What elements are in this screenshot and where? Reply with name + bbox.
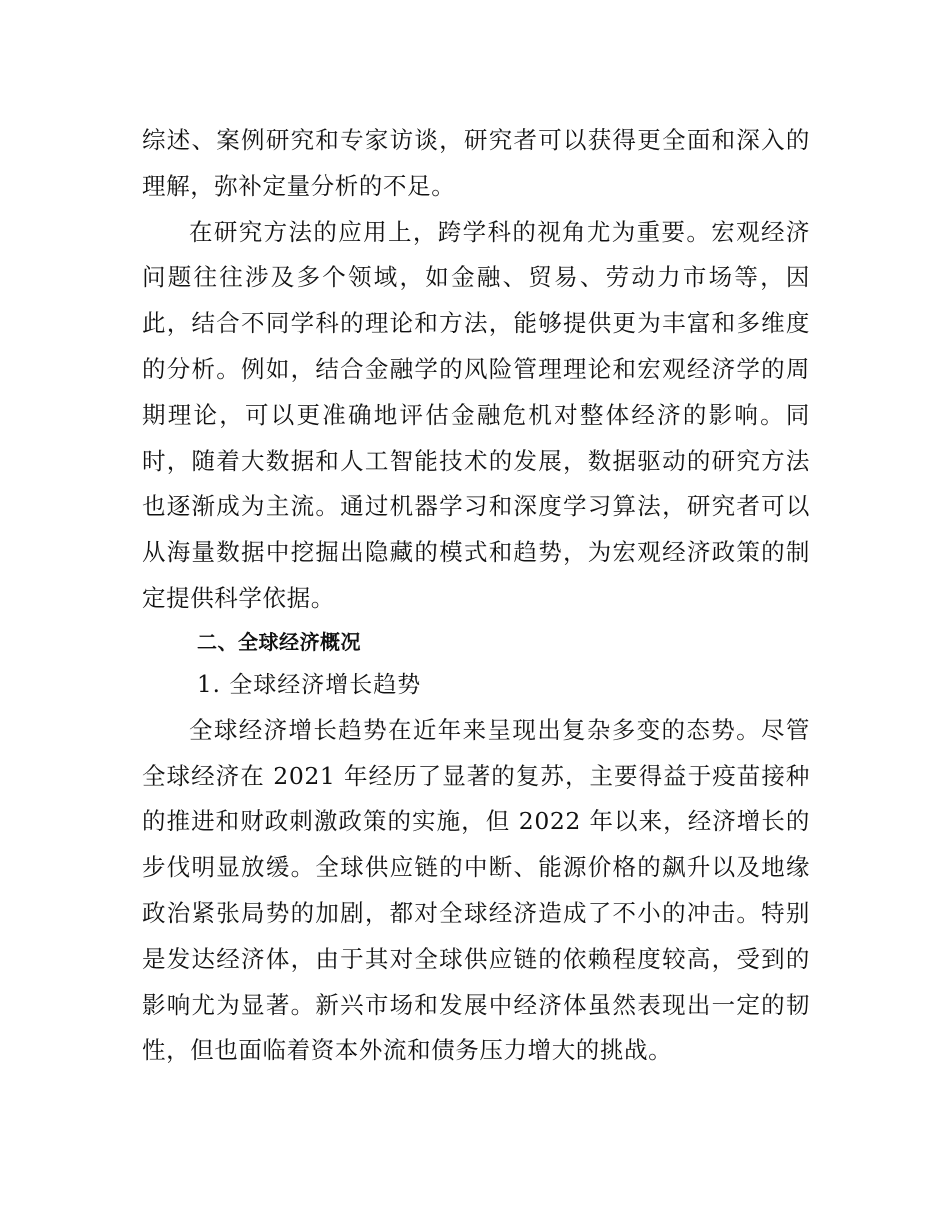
document-body <box>142 118 810 1074</box>
subsection-heading: 1. 全球经济增长趋势 <box>197 671 422 698</box>
paragraph-continued: 综述、案例研究和专家访谈，研究者可以获得更全面和深入的理解，弥补定量分析的不足。 <box>142 126 810 200</box>
paragraph-growth-trend: 全球经济增长趋势在近年来呈现出复杂多变的态势。尽管全球经济在 2021 年经历了显著的复苏，主要得益于疫苗接种的推进和财政刺激政策的实施，但 2022 年以来，经济增长的步伐明显放缓。全球供应链的中断、能源价格的飙升以及地缘政治紧张局势的加剧，都对全球经济造成了不小的冲击。特别是发达经济体，由于其对全球供应链的依赖程度较高，受到的影响尤为显著。新兴市场和发展中经济体虽然表现出一定的韧性，但也面临着资本外流和债务压力增大的挑战。 <box>142 715 810 1065</box>
paragraph-research-methods: 在研究方法的应用上，跨学科的视角尤为重要。宏观经济问题往往涉及多个领域，如金融、贸易、劳动力市场等，因此，结合不同学科的理论和方法，能够提供更为丰富和多维度的分析。例如，结合金融学的风险管理理论和宏观经济学的周期理论，可以更准确地评估金融危机对整体经济的影响。同时，随着大数据和人工智能技术的发展，数据驱动的研究方法也逐渐成为主流。通过机器学习和深度学习算法，研究者可以从海量数据中挖掘出隐藏的模式和趋势，为宏观经济政策的制定提供科学依据。 <box>142 217 810 612</box>
section-heading: 二、全球经济概况 <box>197 629 361 654</box>
